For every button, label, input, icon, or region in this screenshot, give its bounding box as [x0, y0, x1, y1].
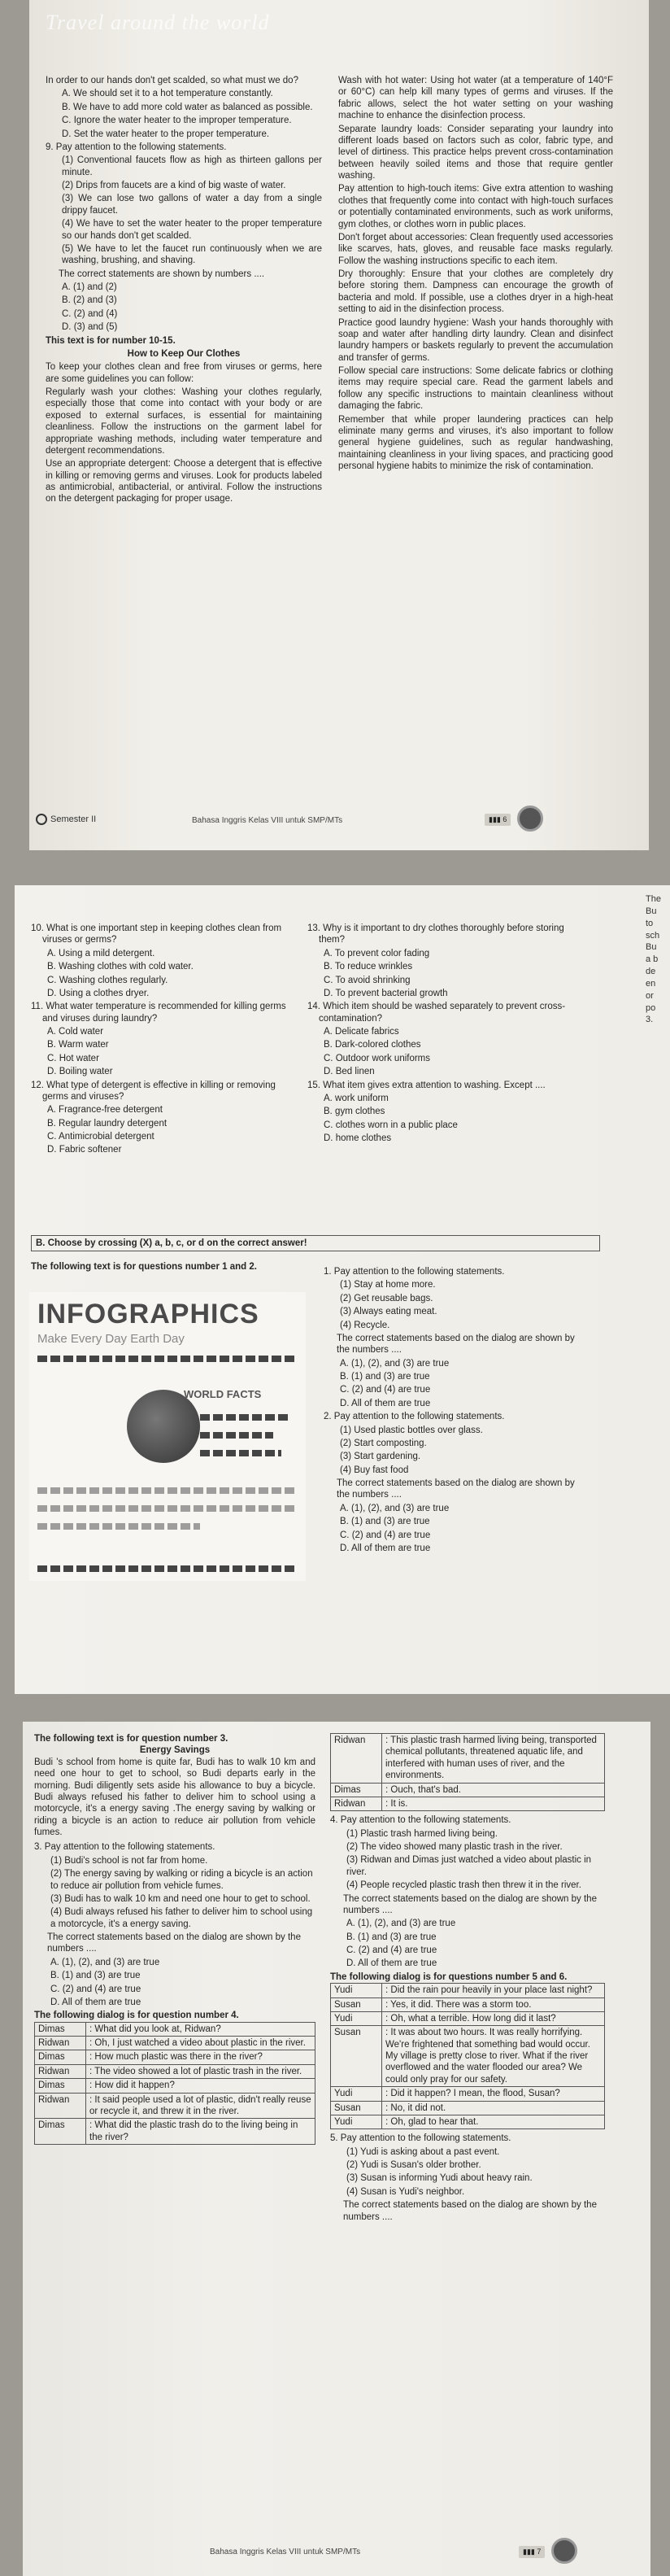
p2-right-line: 15. What item gives extra attention to washing. Except ....	[307, 1080, 546, 1090]
p3-q4-line: (2) The video showed many plastic trash in the river.	[346, 1842, 563, 1852]
edge-fragment: Bu	[646, 942, 657, 953]
dialog-row	[331, 1984, 605, 1997]
p3-q3-line: (3) Budi has to walk 10 km and need one hour to get to school.	[50, 1893, 311, 1904]
p2-left-column	[31, 923, 295, 1158]
p1-left-line: D. (3) and (5)	[62, 322, 118, 333]
utterance: : The video showed a lot of plastic trash in the river.	[86, 2064, 315, 2078]
p1-left-line: C. (2) and (4)	[62, 308, 118, 319]
p1-left-line: B. We have to add more cold water as balanced as possible.	[62, 102, 313, 112]
p1-right-line: Don't forget about accessories: Clean frequently used accessories like scarves, hats, gloves, and reusable face masks regularly. Follow the washing instructions specific to each item.	[338, 232, 613, 266]
page-3	[23, 1722, 650, 2576]
p3-q4-line: 4. Pay attention to the following statements.	[330, 1815, 511, 1826]
header-watermark: Travel around the world	[46, 11, 270, 34]
speaker: Ridwan	[331, 1797, 382, 1810]
p2-q-line: (4) Recycle.	[340, 1320, 390, 1330]
infographic-subtitle: Make Every Day Earth Day	[37, 1331, 185, 1346]
p2-q-line: 1. Pay attention to the following statements.	[324, 1267, 505, 1277]
p2-q-line: The correct statements based on the dialog are shown by the numbers ....	[337, 1478, 575, 1500]
p2-q-line: B. (1) and (3) are true	[340, 1372, 430, 1382]
p3-q3-line: D. All of them are true	[50, 1997, 141, 2007]
p2-q-line: 2. Pay attention to the following statements.	[324, 1412, 505, 1422]
speaker: Dimas	[35, 2050, 86, 2064]
edge-fragment: de	[646, 967, 656, 977]
p1-left-line: The correct statements are shown by numbers ....	[59, 269, 265, 279]
p2-left-line: B. Regular laundry detergent	[47, 1118, 168, 1129]
utterance: : Yes, it did. There was a storm too.	[382, 1997, 605, 2011]
speaker: Dimas	[35, 2119, 86, 2145]
p3-q4-line: (3) Ridwan and Dimas just watched a video about plastic in river.	[346, 1855, 592, 1877]
infographic-intro: The following text is for questions number 1 and 2.	[31, 1262, 257, 1272]
speaker: Dimas	[331, 1783, 382, 1797]
p1-right-line: Pay attention to high-touch items: Give extra attention to washing clothes that frequently come into contact with high-touch surfaces or potentially contaminated environments, such as work uniforms, gym clothes, or clothes worn in public places.	[338, 184, 613, 229]
p1-right-line: Wash with hot water: Using hot water (at a temperature of 140°F or 60°C) can help kill many types of germs and viruses. If the fabric allows, select the hot water setting on your washing machine to enhance the disinfection process.	[338, 76, 613, 121]
dialog-row	[331, 1734, 605, 1784]
utterance: : How did it happen?	[86, 2079, 315, 2093]
p3-q3-line: B. (1) and (3) are true	[50, 1971, 141, 1981]
section-b: B. Choose by crossing (X) a, b, c, or d on the correct answer!	[31, 1235, 600, 1251]
dialog-row	[331, 2101, 605, 2115]
p3-left-column	[34, 1733, 315, 2145]
speaker: Susan	[331, 1997, 382, 2011]
dialog-row	[331, 2115, 605, 2128]
p2-q-line: (4) Buy fast food	[340, 1465, 409, 1475]
p1-left-line: To keep your clothes clean and free from viruses or germs, here are some guidelines you can follow:	[46, 362, 322, 384]
camera-lens-icon	[517, 806, 543, 832]
utterance: : No, it did not.	[382, 2101, 605, 2115]
speaker: Yudi	[331, 2087, 382, 2101]
edge-fragment: a b	[646, 954, 659, 965]
p3-q4-line: (1) Plastic trash harmed living being.	[346, 1828, 498, 1839]
p2-right-line: D. home clothes	[324, 1133, 392, 1143]
p2-q-line: (1) Used plastic bottles over glass.	[340, 1425, 483, 1435]
p3-q4-line: D. All of them are true	[346, 1958, 437, 1969]
edge-fragment: to	[646, 918, 654, 928]
p2-q-line: D. All of them are true	[340, 1543, 431, 1553]
edge-fragment: The	[646, 894, 661, 904]
speaker: Ridwan	[35, 2093, 86, 2119]
p1-left-line: (2) Drips from faucets are a kind of big waste of water.	[62, 181, 286, 190]
p1-right-column	[338, 75, 613, 474]
p2-right-line: C. Outdoor work uniforms	[324, 1053, 431, 1063]
speaker: Yudi	[331, 2011, 382, 2025]
utterance: : What did you look at, Ridwan?	[86, 2022, 315, 2036]
p2-left-line: C. Antimicrobial detergent	[47, 1132, 154, 1142]
semester-label: Semester II	[36, 814, 96, 826]
p1-left-line: (5) We have to let the faucet run continuously when we are washing, brushing, and shaving.	[62, 243, 322, 266]
page-number: ▮▮▮ 6	[485, 814, 511, 826]
p1-left-line: (3) We can lose two gallons of water a day from a single drippy faucet.	[62, 194, 322, 216]
p2-q-line: (3) Start gardening.	[340, 1452, 421, 1462]
p2-right-column	[307, 923, 576, 1146]
p2-left-line: C. Washing clothes regularly.	[47, 975, 168, 985]
utterance: : It is.	[382, 1797, 605, 1810]
p2-right-line: B. To reduce wrinkles	[324, 962, 413, 972]
speaker: Ridwan	[35, 2064, 86, 2078]
p3-q3-line: C. (2) and (4) are true	[50, 1984, 141, 1994]
infographic-world-facts: WORLD FACTS	[184, 1388, 262, 1400]
p2-right-line: C. To avoid shrinking	[324, 975, 411, 985]
p1-left-line: 9. Pay attention to the following statements.	[46, 142, 227, 152]
dialog-row	[331, 1783, 605, 1797]
p2-right-line: 13. Why is it important to dry clothes thoroughly before storing them?	[307, 923, 564, 945]
p2-left-line: D. Boiling water	[47, 1067, 113, 1077]
p3-q5-line: The correct statements based on the dialog are shown by the numbers ....	[343, 2200, 597, 2222]
p2-left-line: 11. What water temperature is recommended for killing germs and viruses during laundry?	[31, 1002, 286, 1024]
utterance: : How much plastic was there in the river?	[86, 2050, 315, 2064]
dialog-row	[331, 2087, 605, 2101]
p1-right-line: Practice good laundry hygiene: Wash your hands thoroughly with soap and water after handling dirty laundry. Clean and disinfect laundry hampers or baskets regularly to prevent the accumulation and transfer of germs.	[338, 317, 613, 363]
utterance: : Did it happen? I mean, the flood, Susan?	[382, 2087, 605, 2101]
q56-intro: The following dialog is for questions number 5 and 6.	[330, 1971, 568, 1982]
p2-right-line: B. Dark-colored clothes	[324, 1040, 421, 1050]
p3-q4-line: The correct statements based on the dialog are shown by the numbers ....	[343, 1893, 597, 1915]
dialog-row	[35, 2050, 315, 2064]
p3-q5-line: (2) Yudi is Susan's older brother.	[346, 2160, 481, 2170]
p3-q3-line: A. (1), (2), and (3) are true	[50, 1957, 160, 1967]
page-2	[15, 885, 670, 1694]
p2-q-line: A. (1), (2), and (3) are true	[340, 1503, 450, 1513]
utterance: : Oh, I just watched a video about plastic in the river.	[86, 2037, 315, 2050]
p1-left-line: (1) Conventional faucets flow as high as thirteen gallons per minute.	[62, 155, 322, 177]
p2-q-line: (2) Get reusable bags.	[340, 1293, 433, 1303]
p1-right-line: Remember that while proper laundering practices can help eliminate many germs and viruses, it's also important to follow general hygiene guidelines, such as regular handwashing, maintaining cleanliness in your living spaces, and practicing good personal hygiene habits to minimize the risk of contamination.	[338, 414, 613, 471]
p1-left-line: D. Set the water heater to the proper temperature.	[62, 129, 270, 139]
camera-lens-icon	[551, 2538, 577, 2564]
circle-icon	[36, 814, 47, 825]
edge-fragment: po	[646, 1002, 656, 1013]
p2-right-line: 14. Which item should be washed separately to prevent cross-contamination?	[307, 1002, 566, 1024]
dialog-q4	[34, 2022, 315, 2145]
p3-q5-line: (4) Susan is Yudi's neighbor.	[346, 2186, 465, 2197]
p3-right-column	[330, 1733, 605, 2225]
p3-q4-line: (4) People recycled plastic trash then threw it in the river.	[346, 1880, 581, 1891]
p2-edge-text	[646, 893, 670, 1026]
p2-right-line: A. work uniform	[324, 1093, 389, 1103]
p2-questions-1-2	[324, 1266, 584, 1556]
p2-left-line: B. Washing clothes with cold water.	[47, 962, 194, 972]
p2-right-line: B. gym clothes	[324, 1107, 385, 1117]
p2-left-line: A. Fragrance-free detergent	[47, 1105, 163, 1116]
page-number: ▮▮▮ 7	[519, 2546, 545, 2558]
p2-right-line: D. To prevent bacterial growth	[324, 988, 448, 998]
edge-fragment: 3.	[646, 1015, 654, 1025]
p2-q-line: B. (1) and (3) are true	[340, 1517, 430, 1527]
dialog-row	[35, 2093, 315, 2119]
dialog-row	[35, 2022, 315, 2036]
p2-left-line: C. Hot water	[47, 1053, 99, 1063]
p2-q-line: The correct statements based on the dialog are shown by the numbers ....	[337, 1333, 575, 1356]
p3-q4-line: C. (2) and (4) are true	[346, 1945, 437, 1955]
p1-left-line: Regularly wash your clothes: Washing your clothes regularly, especially those that come into contact with your body or are exposed to external surfaces, is essential for maintaining cleanliness. Follow the instructions on the garment label for appropriate washing methods, including water temperature and detergent recommendations.	[46, 387, 322, 456]
p3-q4-line: A. (1), (2), and (3) are true	[346, 1919, 456, 1929]
utterance: : Oh, glad to hear that.	[382, 2115, 605, 2128]
p3-q3-line: (1) Budi's school is not far from home.	[50, 1855, 208, 1866]
utterance: : It said people used a lot of plastic, didn't really reuse or recycle it, and threw it in the river.	[86, 2093, 315, 2119]
dialog-q56	[330, 1983, 605, 2129]
p1-left-line: (4) We have to set the water heater to the proper temperature so our hands don't get scalded.	[62, 219, 322, 241]
dialog-row	[35, 2119, 315, 2145]
p1-left-line: How to Keep Our Clothes	[127, 348, 241, 359]
footer: Bahasa Inggris Kelas VIII untuk SMP/MTs	[192, 816, 343, 825]
utterance: : It was about two hours. It was really horrifying. We're frightened that something bad would occur. My village is pretty close to river. What if the river overflowed and the water flooded our area? We could only pray for our safety.	[382, 2026, 605, 2087]
dialog-row	[331, 2026, 605, 2087]
p2-q-line: A. (1), (2), and (3) are true	[340, 1358, 450, 1369]
infographic-title: INFOGRAPHICS	[37, 1299, 259, 1329]
story-title: Energy Savings	[139, 1745, 211, 1756]
footer: Bahasa Inggris Kelas VIII untuk SMP/MTs	[210, 2548, 361, 2556]
edge-fragment: Bu	[646, 906, 657, 916]
p1-left-line: A. (1) and (2)	[62, 282, 117, 292]
p2-left-line: B. Warm water	[47, 1040, 109, 1050]
edge-fragment: sch	[646, 930, 660, 941]
p2-left-line: 12. What type of detergent is effective in killing or removing germs and viruses?	[31, 1080, 276, 1102]
p2-right-line: A. Delicate fabrics	[324, 1027, 399, 1037]
edge-fragment: en	[646, 978, 656, 989]
p1-left-line: C. Ignore the water heater to the improper temperature.	[62, 116, 292, 126]
p1-left-line: Use an appropriate detergent: Choose a detergent that is effective in killing or removing germs and viruses. Look for products labeled as antimicrobial, antibacterial, or antiviral. Follow the instructions on the detergent packaging for proper usage.	[46, 459, 322, 504]
q3-intro: The following text is for question number 3.	[34, 1734, 228, 1744]
p2-right-line: C. clothes worn in a public place	[324, 1120, 458, 1130]
p2-left-line: A. Cold water	[47, 1027, 104, 1037]
speaker: Ridwan	[331, 1734, 382, 1784]
dialog-row	[35, 2064, 315, 2078]
dialog-row	[35, 2079, 315, 2093]
p2-q-line: (1) Stay at home more.	[340, 1280, 436, 1290]
p2-left-line: A. Using a mild detergent.	[47, 948, 155, 958]
utterance: : Did the rain pour heavily in your place last night?	[382, 1984, 605, 1997]
p1-left-line: In order to our hands don't get scalded, so what must we do?	[46, 76, 298, 85]
p3-q5-line: 5. Pay attention to the following statements.	[330, 2133, 511, 2144]
speaker: Dimas	[35, 2079, 86, 2093]
dialog-row	[35, 2037, 315, 2050]
p2-right-line: A. To prevent color fading	[324, 948, 430, 958]
utterance: : What did the plastic trash do to the living being in the river?	[86, 2119, 315, 2145]
p2-q-line: C. (2) and (4) are true	[340, 1530, 431, 1540]
speaker: Susan	[331, 2026, 382, 2087]
q4-intro: The following dialog is for question number 4.	[34, 2011, 239, 2021]
p2-left-line: D. Using a clothes dryer.	[47, 988, 150, 998]
edge-fragment: or	[646, 990, 654, 1001]
p1-left-line: B. (2) and (3)	[62, 295, 117, 306]
dialog-q4-cont	[330, 1733, 605, 1811]
utterance: : This plastic trash harmed living being, transported chemical pollutants, threatened aquatic life, and interfered with human uses of river, and the environments.	[382, 1734, 605, 1784]
utterance: : Ouch, that's bad.	[382, 1783, 605, 1797]
p2-q-line: D. All of them are true	[340, 1398, 431, 1408]
p1-right-line: Follow special care instructions: Some delicate fabrics or clothing items may require special care. Read the garment labels and follow any specific instructions to maintain cleanliness without damaging the fabric.	[338, 366, 613, 412]
p3-q3-line: (4) Budi always refused his father to deliver him to school using a motorcycle, it's a energy saving.	[50, 1907, 313, 1929]
speaker: Susan	[331, 2101, 382, 2115]
speaker: Yudi	[331, 2115, 382, 2128]
p3-q3-line: The correct statements based on the dialog are shown by the numbers ....	[47, 1932, 301, 1954]
p3-q3-line: 3. Pay attention to the following statements.	[34, 1842, 215, 1853]
speaker: Yudi	[331, 1984, 382, 1997]
infographic-image	[29, 1292, 306, 1581]
p1-right-line: Separate laundry loads: Consider separating your laundry into different loads based on factors such as color, fabric type, and level of dirtiness. This practice helps prevent cross-contamination between heavily soiled items and those that require gentler washing.	[338, 124, 613, 181]
p2-left-line: D. Fabric softener	[47, 1145, 122, 1155]
p2-q-line: (3) Always eating meat.	[340, 1307, 437, 1317]
p1-left-column	[46, 75, 322, 507]
p2-right-line: D. Bed linen	[324, 1067, 375, 1077]
p1-left-line: A. We should set it to a hot temperature constantly.	[62, 89, 273, 99]
p1-right-line: Dry thoroughly: Ensure that your clothes are completely dry before storing them. Dampness can encourage the growth of bacteria and mold. If possible, use a clothes dryer in a high-heat setting to aid in the disinfection process.	[338, 269, 613, 315]
p1-left-line: This text is for number 10-15.	[46, 335, 176, 346]
dialog-row	[331, 1997, 605, 2011]
p3-q5-line: (3) Susan is informing Yudi about heavy rain.	[346, 2173, 533, 2184]
p2-q-line: (2) Start composting.	[340, 1438, 427, 1448]
dialog-row	[331, 1797, 605, 1810]
page-1	[29, 0, 649, 850]
speaker: Ridwan	[35, 2037, 86, 2050]
speaker: Dimas	[35, 2022, 86, 2036]
story-text: Budi 's school from home is quite far, Budi has to walk 10 km and need one hour to get to school, so Budi departs early in the morning. Budi diligently sets aside his allowance to buy a bicycle. Budi always refused his father to deliver him to school using a motorcycle, it's a energy saving .The energy saving by walking or riding a bicycle is an action to reduce air pollution from vehicle fumes.	[34, 1757, 315, 1837]
dialog-row	[331, 2011, 605, 2025]
p3-q5-line: (1) Yudi is asking about a past event.	[346, 2146, 500, 2157]
p3-q4-line: B. (1) and (3) are true	[346, 1932, 437, 1942]
p2-q-line: C. (2) and (4) are true	[340, 1385, 431, 1395]
utterance: : Oh, what a terrible. How long did it last?	[382, 2011, 605, 2025]
p3-q3-line: (2) The energy saving by walking or riding a bicycle is an action to reduce air pollution from vehicle fumes.	[50, 1869, 313, 1891]
p2-left-line: 10. What is one important step in keeping clothes clean from viruses or germs?	[31, 923, 282, 945]
